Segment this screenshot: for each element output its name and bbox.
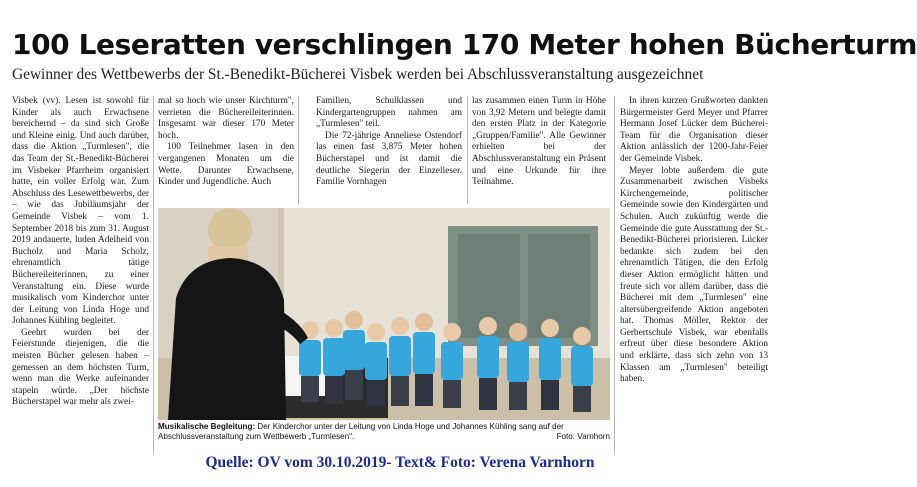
caption-lead: Musikalische Begleitung: [158, 422, 256, 431]
column-2-paragraph-1: mal so hoch wie unser Kirchturm", verrieten die Büchereileiterinnen. Insgesamt war dieser 170 Meter hoch. [158, 96, 294, 141]
column-1-paragraph-1: Visbek (vv). Lesen ist sowohl für Kinder als auch Erwachsene bereichernd – da sind sich Große und Kleine einig. Und auch darüber, dass die Aktion „Turmlesen", die das Team der St.-Benedikt-Bücherei im Visbeker Pfarrheim organisiert hatte, ein voller Erfolg war. Zum Abschluss des Lesewettbewerbs, der – wie das Jubiläumsjahr der Gemeinde Visbek – vom 1. September 2018 bis zum 31. August 2019 andauerte, luden Adelheid von Bucholz und Maria Scholz, ehrenamtlich tätige Büchereileiterinnen, zu einer Veranstaltung ein. Diese wurde musikalisch vom Kinderchor unter der Leitung von Linda Hoge und Johannes Kühling begleitet. [12, 96, 149, 327]
child [507, 323, 529, 410]
photo-caption [158, 422, 610, 442]
column-3-paragraph-1: Familien, Schulklassen und Kindergartengruppen nahmen am „Turmlesen" teil. [316, 96, 462, 130]
conductor-body [168, 258, 286, 420]
column-divider [298, 96, 299, 204]
article-column-4 [472, 96, 606, 189]
choir-photo [158, 208, 610, 420]
column-divider [467, 96, 468, 204]
column-2-paragraph-2: 100 Teilnehmer lasen in den vergangenen Monaten um die Wette. Darunter Erwachsene, Kinder und Jugendliche. Auch [158, 142, 294, 188]
child [571, 327, 593, 412]
child [343, 311, 365, 400]
column-divider [614, 96, 615, 454]
conductor-hair [208, 208, 252, 252]
caption-text: Der Kinderchor unter der Leitung von Linda Hoge und Johannes Kühling sang auf der Abschlussveranstaltung zum Wettbewerb „Turmlesen". [158, 422, 564, 442]
photo-credit: Foto: Varnhorn [556, 432, 610, 442]
article-column-5 [620, 96, 768, 386]
child [365, 323, 387, 406]
column-divider [153, 96, 154, 454]
source-line: Quelle: OV vom 30.10.2019- Text& Foto: Verena Varnhorn [205, 454, 595, 471]
column-5-paragraph-1: In ihren kurzen Grußworten dankten Bürgermeister Gerd Meyer und Pfarrer Hermann Josef Lücker dem Bücherei-Team für die Organisation dieser Aktion anlässlich der 1200-Jahr-Feier der Gemeinde Visbek. [620, 96, 768, 164]
column-1-paragraph-2: Geehrt wurden bei der Feierstunde diejenigen, die die meisten Bücher gelesen haben – gemessen an dem höchsten Turm, wenn man die Werke aufeinander stapeln würde. „Der höchste Bücherstapel war mehr als zwei- [12, 327, 149, 408]
child [323, 319, 345, 404]
article-headline: 100 Leseratten verschlingen 170 Meter hohen Bücherturm [12, 28, 917, 61]
column-3-paragraph-2: Die 72-jährige Anneliese Ostendorf las einen fast 3,875 Meter hohen Bücherstapel und ist damit die deutliche Siegerin der Einzelleser. Familie Vornhagen [316, 130, 462, 188]
article-column-1 [12, 96, 149, 409]
column-4-paragraph-1: las zusammen einen Turm in Höhe von 3,92 Metern und belegte damit den ersten Platz in der Kategorie „Gruppen/Familie". Alle Gewinner erhielten bei der Abschlussveranstaltung ein Präsent und eine Urkunde für ihre Teilnahme. [472, 96, 606, 188]
article-photo [158, 208, 610, 420]
child [539, 319, 561, 410]
column-5-paragraph-2: Meyer lobte außerdem die gute Zusammenarbeit zwischen Visbeks Kirchengemeinde, politischer Gemeinde sowie den Kindergärten und Schulen. Auch zukünftig werde die Gemeinde die gute Ausstattung der St.-Benedikt-Bücherei priorisieren. Lücker bedankte sich zudem bei den ehrenamtlich Tätigen, die den Erfolg dieser Aktion ermöglicht hätten und freute sich vor allem darüber, dass die Bücherei mit dem „Turmlesen" eine altersübergreifende Aktion angeboten hat. Thomas Möller, Rektor der Gerbertschule Visbek, war ebenfalls erfreut über diese besondere Aktion und erklärte, dass sich zehn von 13 Klassen am „Turmlesen" beteiligt haben. [620, 165, 768, 385]
child [389, 317, 411, 406]
article-subheadline: Gewinner des Wettbewerbs der St.-Benedikt-Bücherei Visbek werden bei Abschlussveranstaltung ausgezeichnet [12, 66, 704, 83]
article-column-2 [158, 96, 294, 189]
article-column-3 [316, 96, 462, 189]
photo-window-pane [528, 234, 590, 338]
child [441, 323, 463, 408]
